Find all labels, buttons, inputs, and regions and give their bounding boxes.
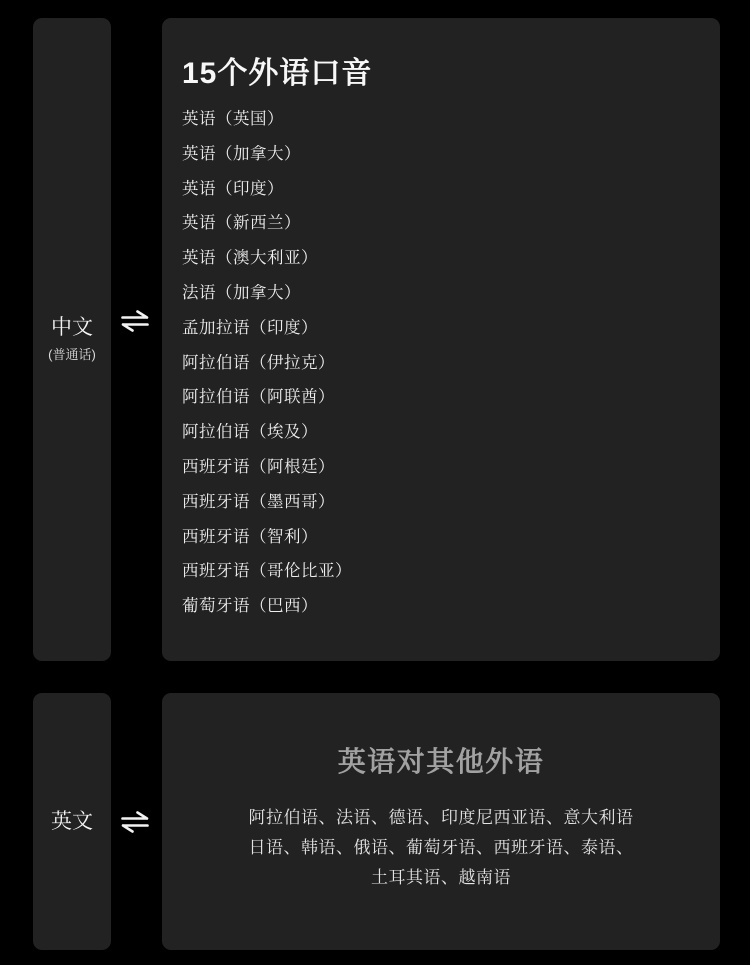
accent-list-item: 西班牙语（智利） bbox=[182, 527, 318, 546]
source-language-card-chinese bbox=[33, 18, 111, 661]
accent-list-item: 法语（加拿大） bbox=[182, 283, 301, 302]
language-line: 阿拉伯语、法语、德语、印度尼西亚语、意大利语 bbox=[248, 808, 634, 827]
english-to-other-language-lines bbox=[162, 803, 720, 893]
source-language-card-english bbox=[33, 693, 111, 950]
accent-list-item: 葡萄牙语（巴西） bbox=[182, 597, 318, 616]
accent-list-item: 阿拉伯语（阿联酋） bbox=[182, 388, 335, 407]
source-language-label: 中文 bbox=[51, 316, 93, 339]
accent-list-item: 孟加拉语（印度） bbox=[182, 318, 318, 337]
accent-list-item: 英语（澳大利亚） bbox=[182, 249, 318, 268]
accents-panel-title: 15个外语口音 bbox=[182, 57, 373, 90]
language-line: 土耳其语、越南语 bbox=[371, 868, 511, 887]
accent-list-item: 西班牙语（哥伦比亚） bbox=[182, 562, 352, 581]
source-language-sublabel: (普通话) bbox=[48, 347, 96, 362]
english-to-other-title: 英语对其他外语 bbox=[337, 746, 545, 777]
source-language-label: 英文 bbox=[51, 809, 93, 833]
language-line: 日语、韩语、俄语、葡萄牙语、西班牙语、泰语、 bbox=[248, 838, 634, 857]
accent-list-item: 英语（英国） bbox=[182, 110, 284, 128]
accent-list-item: 阿拉伯语（伊拉克） bbox=[182, 353, 335, 372]
accents-panel bbox=[162, 18, 720, 661]
english-to-other-panel bbox=[162, 693, 720, 950]
accent-list-item: 阿拉伯语（埃及） bbox=[182, 423, 318, 442]
swap-arrows-icon bbox=[120, 811, 150, 833]
accent-list-item: 英语（印度） bbox=[182, 179, 284, 198]
accent-list-item: 西班牙语（墨西哥） bbox=[182, 492, 335, 511]
accent-list-item: 英语（加拿大） bbox=[182, 144, 301, 163]
swap-arrows-icon bbox=[120, 310, 150, 332]
accent-list-item: 英语（新西兰） bbox=[182, 214, 301, 233]
accent-list bbox=[182, 102, 700, 624]
accent-list-item: 西班牙语（阿根廷） bbox=[182, 457, 335, 476]
